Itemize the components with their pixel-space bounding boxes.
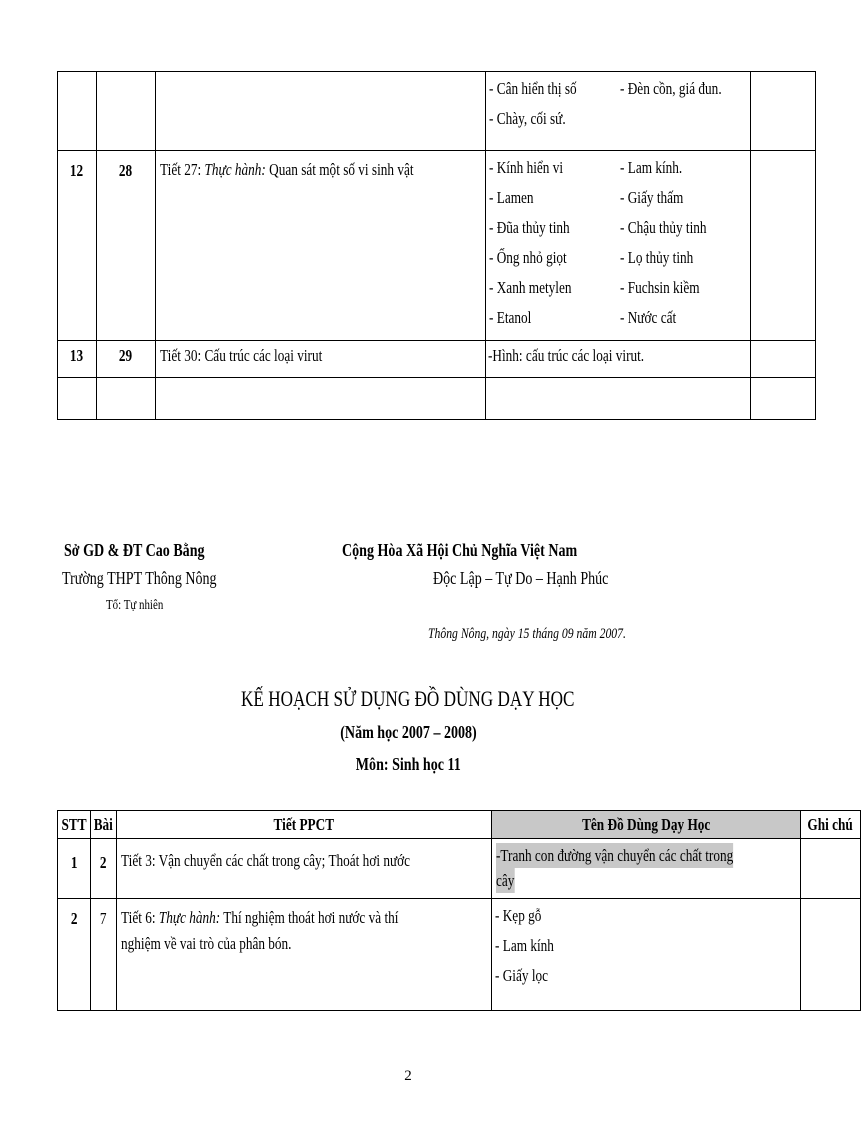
- tiet-italic: Thực hành:: [204, 160, 266, 179]
- equipment-plan-table: [57, 810, 861, 1011]
- header-bai: Bài: [91, 811, 117, 839]
- tiet-cell: [155, 341, 485, 378]
- items-cell: [492, 899, 801, 1011]
- bai-cell: 2: [91, 839, 117, 899]
- item-text: - Etanol: [488, 308, 532, 327]
- item-text: -Tranh con đường vận chuyển các chất trong: [496, 843, 733, 868]
- items-cell: [485, 341, 750, 378]
- bai-cell: [96, 151, 155, 341]
- tiet-text: Tiết 30: Cấu trúc các loại virut: [159, 346, 323, 365]
- item-text: - Đũa thủy tinh: [488, 218, 570, 237]
- item-text: - Lọ thủy tinh: [619, 248, 694, 267]
- tiet-cell: [116, 899, 492, 1011]
- stt-value: 12: [70, 161, 84, 180]
- empty-cell: [96, 378, 155, 420]
- bai-cell: [96, 72, 155, 151]
- school-year: (Năm học 2007 – 2008): [339, 722, 477, 742]
- ghichu-cell: [751, 151, 816, 341]
- ghichu-cell: [801, 899, 860, 1011]
- table-row: [58, 899, 861, 1011]
- empty-cell: [485, 378, 750, 420]
- items-cell: [485, 72, 750, 151]
- item-text: - Lam kính: [495, 936, 555, 955]
- header-tiet: Tiết PPCT: [116, 811, 492, 839]
- items-cell: [492, 839, 801, 899]
- ghichu-cell: [751, 72, 816, 151]
- tiet-text: Tiết 3: Vận chuyển các chất trong cây; Thoát hơi nước: [120, 851, 410, 870]
- equipment-table-continued: [57, 71, 816, 420]
- ghichu-cell: [751, 341, 816, 378]
- item-text: - Ống nhỏ giọt: [488, 248, 567, 267]
- item-text: - Nước cất: [619, 308, 677, 327]
- table-row: [58, 341, 816, 378]
- bai-cell: 7: [91, 899, 117, 1011]
- stt-cell: 1: [58, 839, 91, 899]
- national-title: Cộng Hòa Xã Hội Chủ Nghĩa Việt Nam: [342, 540, 578, 560]
- item-text: - Lamen: [488, 188, 534, 207]
- table-row: [58, 72, 816, 151]
- tiet-italic: Thực hành:: [158, 908, 220, 927]
- header-items: Tên Đồ Dùng Dạy Học: [492, 811, 801, 839]
- tiet-cell: [116, 839, 492, 899]
- item-text: - Cân hiển thị số: [488, 79, 577, 98]
- tiet-line2: nghiệm về vai trò của phân bón.: [120, 934, 292, 953]
- item-text: - Lam kính.: [619, 158, 683, 177]
- item-text: - Kẹp gỗ: [495, 906, 542, 925]
- bai-value: 29: [119, 346, 133, 365]
- table-row: [58, 378, 816, 420]
- item-text: - Chậu thủy tinh: [619, 218, 707, 237]
- item-text: - Giấy thấm: [619, 188, 684, 207]
- table-header-row: [58, 811, 861, 839]
- page-number: 2: [404, 1068, 412, 1084]
- tiet-rest: Thí nghiệm thoát hơi nước và thí: [219, 908, 399, 927]
- stt-cell: [58, 151, 97, 341]
- bai-cell: [96, 341, 155, 378]
- tiet-prefix: Tiết 27:: [159, 160, 205, 179]
- document-date: Thông Nông, ngày 15 tháng 09 năm 2007.: [428, 626, 626, 642]
- stt-value: 13: [70, 346, 84, 365]
- document-title: KẾ HOẠCH SỬ DỤNG ĐỒ DÙNG DẠY HỌC: [241, 686, 575, 711]
- table-row: [58, 839, 861, 899]
- item-text: - Giấy lọc: [495, 966, 549, 985]
- item-text: cây: [496, 868, 514, 893]
- stt-cell: 2: [58, 899, 91, 1011]
- empty-cell: [58, 378, 97, 420]
- department-name: Sở GD & ĐT Cao Bằng: [64, 540, 205, 560]
- group-name: Tổ: Tự nhiên: [106, 598, 164, 613]
- item-text: - Fuchsin kiềm: [619, 278, 700, 297]
- stt-cell: [58, 72, 97, 151]
- school-name: Trường THPT Thông Nông: [62, 568, 217, 588]
- tiet-rest: Quan sát một số vi sinh vật: [265, 160, 414, 179]
- empty-cell: [155, 378, 485, 420]
- stt-cell: [58, 341, 97, 378]
- items-cell: [485, 151, 750, 341]
- item-text: - Chày, cối sứ.: [488, 109, 566, 128]
- tiet-cell: [155, 72, 485, 151]
- empty-cell: [751, 378, 816, 420]
- item-text: -Hình: cấu trúc các loại virut.: [487, 346, 645, 365]
- subject-name: Môn: Sinh học 11: [355, 754, 461, 774]
- tiet-cell: [155, 151, 485, 341]
- header-stt: STT: [58, 811, 91, 839]
- item-text: - Xanh metylen: [488, 278, 572, 297]
- item-text: - Đèn cồn, giá đun.: [619, 79, 722, 98]
- header-ghichu: Ghi chú: [801, 811, 860, 839]
- national-motto: Độc Lập – Tự Do – Hạnh Phúc: [433, 568, 609, 588]
- bai-value: 28: [119, 161, 133, 180]
- ghichu-cell: [801, 839, 860, 899]
- item-text: - Kính hiển vi: [488, 158, 563, 177]
- table-row: [58, 151, 816, 341]
- tiet-prefix: Tiết 6:: [120, 908, 159, 927]
